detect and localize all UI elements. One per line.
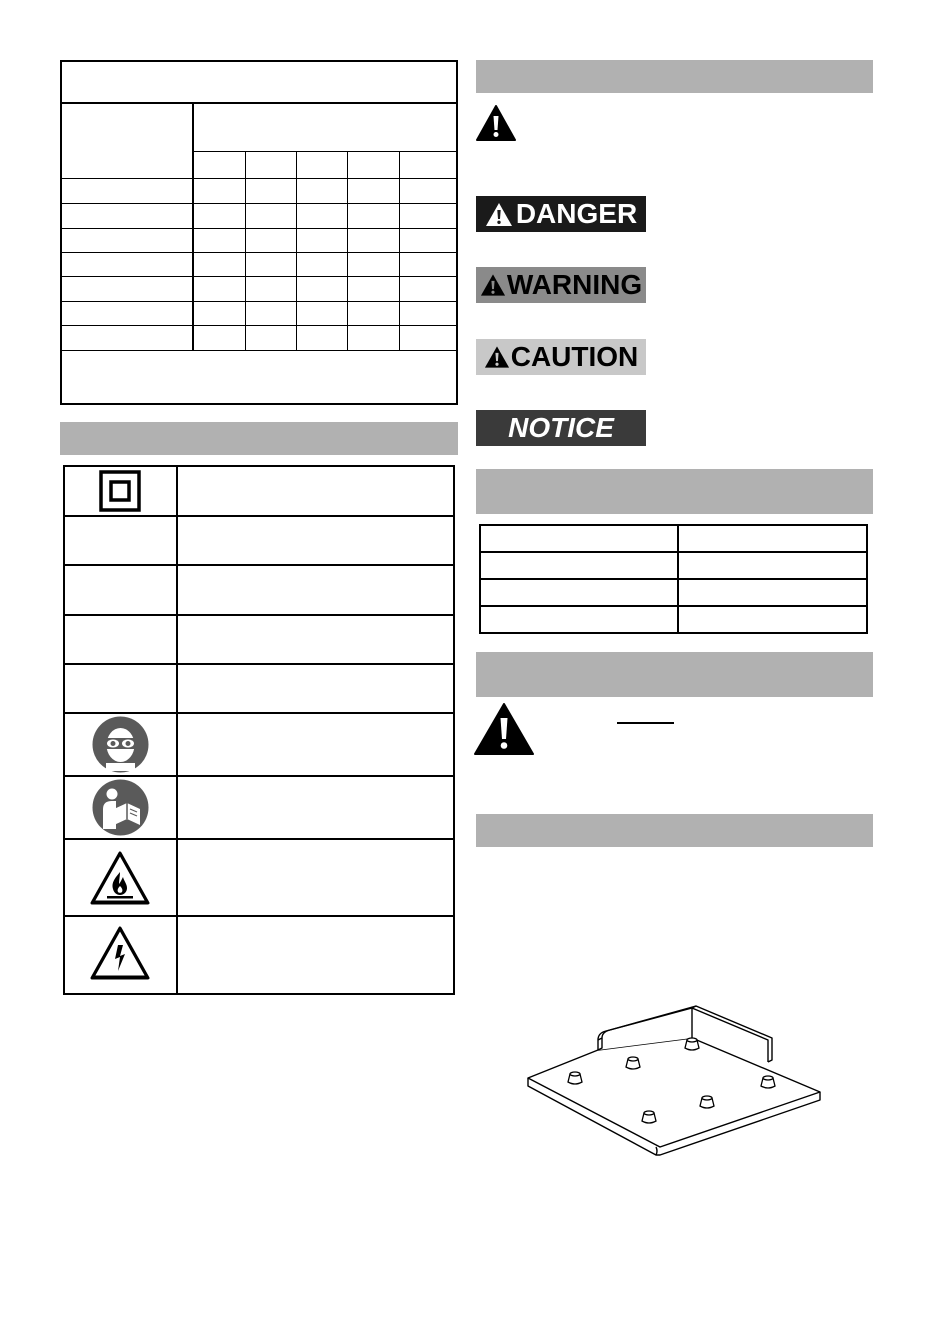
notice-signal-word [476,410,646,446]
symbols-table-divider [64,775,454,777]
safety-section-bar [476,60,873,93]
fire-hazard-icon [89,850,151,906]
spec-table-divider [192,103,194,350]
symbols-table-divider [64,614,454,616]
spec-table-divider [296,152,297,350]
spec-table-divider [61,228,457,229]
spec-table-divider [399,152,400,350]
symbols-section-bar [60,422,458,455]
symbols-table-divider [64,515,454,517]
symbols-table-divider [64,663,454,665]
double-insulation-icon [99,470,141,512]
spec-table-divider [61,276,457,277]
symbols-table-divider [64,564,454,566]
caution-alert-icon [484,345,510,369]
caution-signal-word [476,339,646,375]
spec-table-divider [61,301,457,302]
danger-label: DANGER [515,198,638,229]
specifications-section-bar [476,469,873,514]
large-warning-icon [473,702,535,756]
spec-table-divider [61,102,457,104]
warning-signal-word [476,267,646,303]
danger-alert-icon [485,202,513,227]
safety-alert-icon [475,104,517,142]
spec-table-divider [193,151,457,152]
spec-table-divider [61,325,457,326]
spec-table-divider [61,178,457,179]
electric-shock-icon [89,925,151,981]
caution-label: CAUTION [510,341,639,372]
spec-table-divider [347,152,348,350]
notice-label: NOTICE [508,412,614,443]
accessories-section-bar [476,814,873,847]
specifications-table-divider [480,605,867,607]
base-plate-illustration [520,1000,830,1160]
warning-section-bar [476,652,873,697]
danger-signal-word [476,196,646,232]
spec-table-divider [61,203,457,204]
eye-protection-icon [92,716,149,773]
specifications-table-divider [480,578,867,580]
warning-alert-icon [480,273,506,297]
symbols-table-divider [64,712,454,714]
symbols-table-divider [64,915,454,917]
read-manual-icon [92,779,149,836]
spec-table-divider [61,252,457,253]
spec-table-divider [245,152,246,350]
symbols-table-divider [64,838,454,840]
warning-label: WARNING [506,269,643,300]
underline-rule [617,722,674,724]
specifications-table-divider [480,551,867,553]
spec-table-divider [61,350,457,351]
